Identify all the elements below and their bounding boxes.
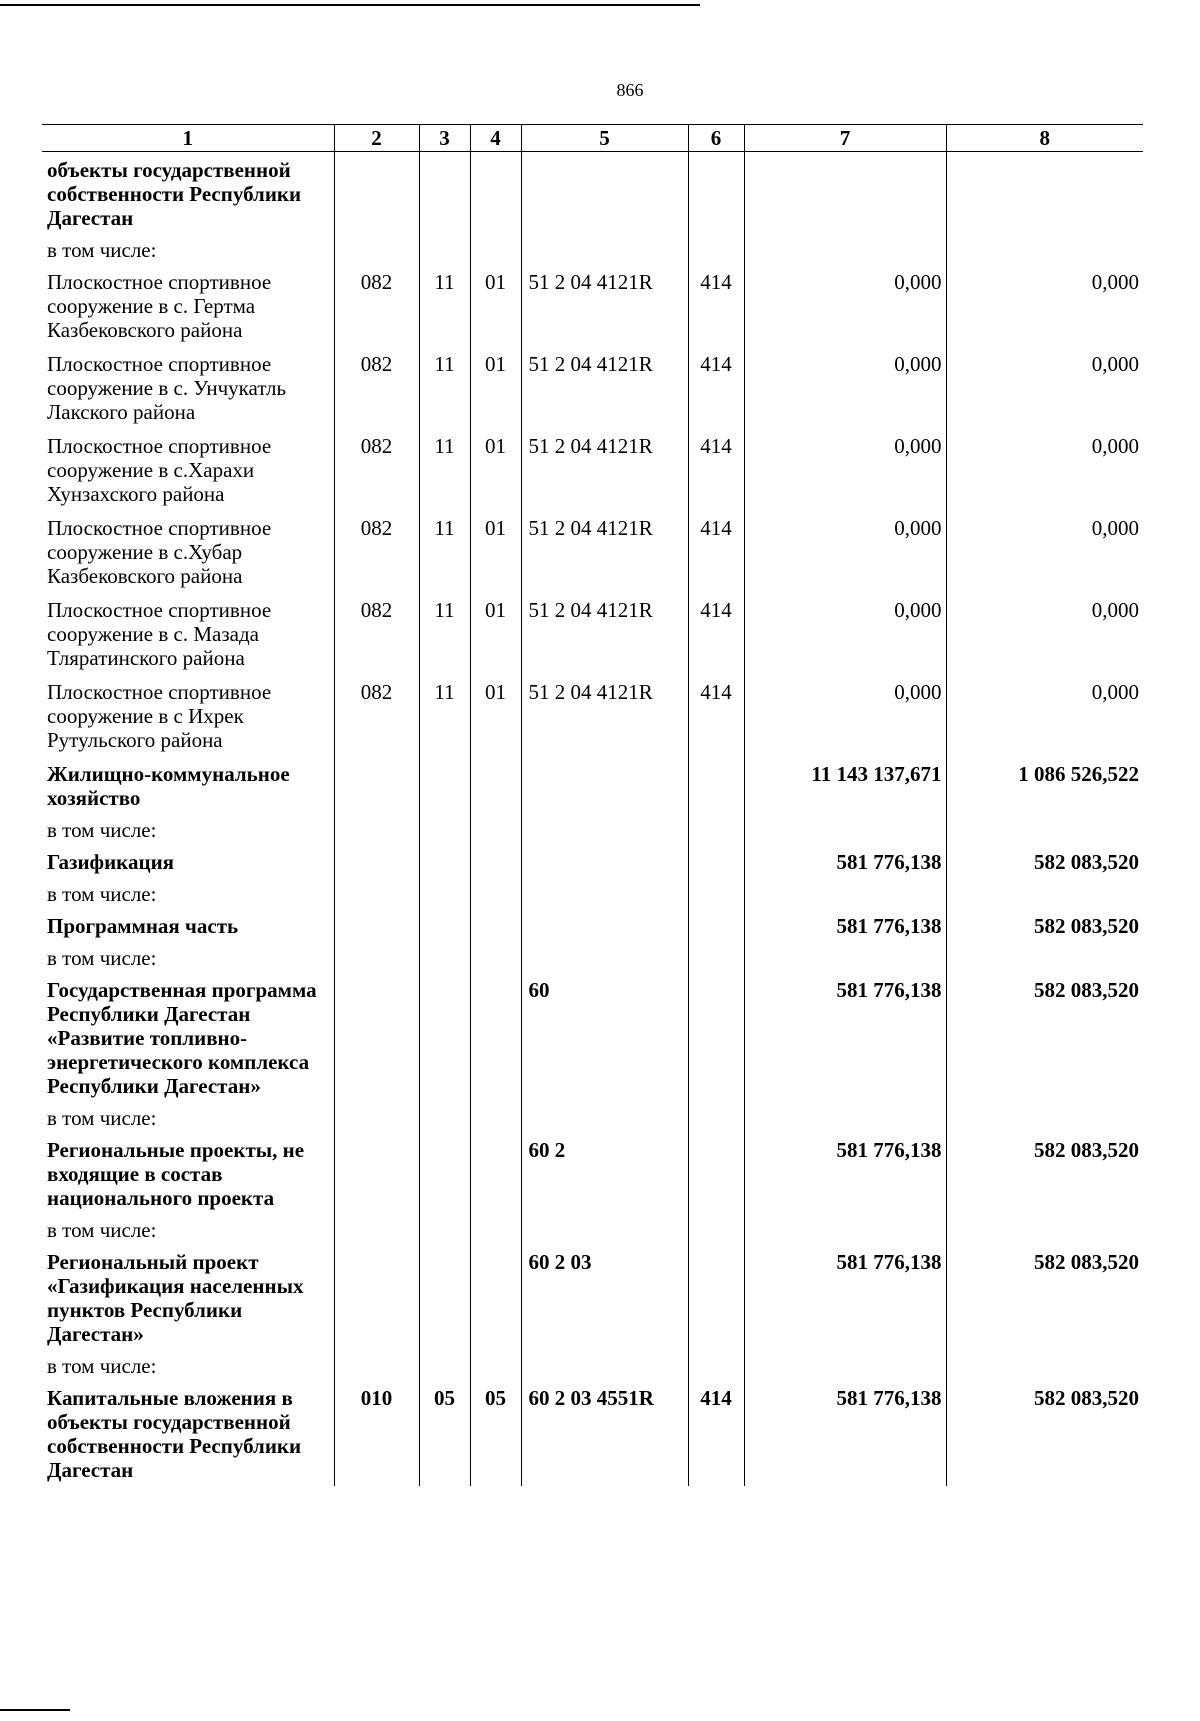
subsection-cell: 01 <box>470 592 521 674</box>
target-article-cell <box>521 814 688 844</box>
expense-type-cell: 414 <box>688 428 744 510</box>
column-header: 6 <box>688 125 744 152</box>
target-article-cell: 51 2 04 4121R <box>521 264 688 346</box>
row-name-cell: в том числе: <box>47 882 157 906</box>
table-row <box>42 428 1143 510</box>
section-cell <box>419 972 470 1102</box>
target-article-cell <box>521 756 688 814</box>
chapter-cell <box>334 1132 419 1214</box>
section-cell <box>419 1244 470 1350</box>
table-row <box>42 878 1143 908</box>
section-cell <box>419 152 470 235</box>
amount-year1-cell: 581 776,138 <box>744 1244 946 1350</box>
expense-type-cell <box>688 972 744 1102</box>
amount-year1-cell: 0,000 <box>744 592 946 674</box>
amount-year1-cell: 581 776,138 <box>744 1380 946 1486</box>
section-cell: 11 <box>419 264 470 346</box>
amount-year1-cell: 11 143 137,671 <box>744 756 946 814</box>
chapter-cell <box>334 1244 419 1350</box>
section-cell <box>419 878 470 908</box>
expense-type-cell <box>688 908 744 942</box>
amount-year2-cell: 0,000 <box>946 510 1143 592</box>
row-name-cell: Плоскостное спортивное сооружение в с. Мазада Тляратинского района <box>47 598 272 670</box>
top-rule <box>0 4 700 6</box>
row-name-cell: Капитальные вложения в объекты государственной собственности Республики Дагестан <box>47 1386 302 1482</box>
expense-type-cell: 414 <box>688 264 744 346</box>
subsection-cell <box>470 1132 521 1214</box>
amount-year2-cell: 0,000 <box>946 346 1143 428</box>
amount-year2-cell: 582 083,520 <box>946 844 1143 878</box>
subsection-cell <box>470 1102 521 1132</box>
row-name-cell: объекты государственной собственности Республики Дагестан <box>47 158 302 230</box>
target-article-cell <box>521 234 688 264</box>
amount-year2-cell <box>946 942 1143 972</box>
section-cell <box>419 1350 470 1380</box>
subsection-cell <box>470 844 521 878</box>
row-name-cell: в том числе: <box>47 1354 157 1378</box>
row-name-cell: Жилищно-коммунальное хозяйство <box>47 762 290 810</box>
amount-year1-cell: 581 776,138 <box>744 908 946 942</box>
row-name-cell: Плоскостное спортивное сооружение в с.Хубар Казбековского района <box>47 516 272 588</box>
target-article-cell <box>521 878 688 908</box>
amount-year2-cell: 0,000 <box>946 264 1143 346</box>
row-name-cell: Газификация <box>47 850 175 874</box>
table-row <box>42 346 1143 428</box>
section-cell <box>419 908 470 942</box>
chapter-cell <box>334 844 419 878</box>
amount-year1-cell: 0,000 <box>744 674 946 756</box>
row-name-cell: в том числе: <box>47 946 157 970</box>
section-cell: 05 <box>419 1380 470 1486</box>
subsection-cell <box>470 814 521 844</box>
table-row <box>42 814 1143 844</box>
row-name-cell: Программная часть <box>47 914 239 938</box>
chapter-cell: 082 <box>334 428 419 510</box>
column-header: 2 <box>334 125 419 152</box>
amount-year2-cell: 582 083,520 <box>946 972 1143 1102</box>
amount-year2-cell: 582 083,520 <box>946 1244 1143 1350</box>
section-cell: 11 <box>419 674 470 756</box>
amount-year1-cell <box>744 1214 946 1244</box>
header-row <box>42 125 1143 152</box>
chapter-cell <box>334 1102 419 1132</box>
expense-type-cell <box>688 844 744 878</box>
subsection-cell <box>470 942 521 972</box>
table-row <box>42 152 1143 235</box>
amount-year2-cell <box>946 1102 1143 1132</box>
section-cell: 11 <box>419 592 470 674</box>
amount-year2-cell <box>946 814 1143 844</box>
amount-year2-cell <box>946 878 1143 908</box>
table-row <box>42 264 1143 346</box>
chapter-cell: 082 <box>334 674 419 756</box>
chapter-cell: 082 <box>334 264 419 346</box>
subsection-cell: 01 <box>470 674 521 756</box>
chapter-cell: 082 <box>334 592 419 674</box>
target-article-cell <box>521 1102 688 1132</box>
target-article-cell <box>521 1214 688 1244</box>
chapter-cell <box>334 942 419 972</box>
amount-year2-cell <box>946 234 1143 264</box>
section-cell <box>419 234 470 264</box>
amount-year1-cell <box>744 152 946 235</box>
table-row <box>42 1380 1143 1486</box>
expense-type-cell: 414 <box>688 510 744 592</box>
row-name-cell: в том числе: <box>47 1218 157 1242</box>
table-row <box>42 1102 1143 1132</box>
column-header: 3 <box>419 125 470 152</box>
table-row <box>42 756 1143 814</box>
row-name-cell: в том числе: <box>47 1106 157 1130</box>
table-row <box>42 674 1143 756</box>
row-name-cell: в том числе: <box>47 818 157 842</box>
amount-year2-cell: 0,000 <box>946 592 1143 674</box>
column-header: 1 <box>42 125 334 152</box>
expense-type-cell <box>688 878 744 908</box>
target-article-cell <box>521 844 688 878</box>
section-cell: 11 <box>419 346 470 428</box>
section-cell <box>419 1102 470 1132</box>
subsection-cell: 01 <box>470 264 521 346</box>
target-article-cell: 51 2 04 4121R <box>521 510 688 592</box>
chapter-cell <box>334 756 419 814</box>
column-header: 5 <box>521 125 688 152</box>
row-name-cell: Государственная программа Республики Дагестан «Развитие топливно-энергетического комплекса Республики Дагестан» <box>47 978 317 1098</box>
row-name-cell: Плоскостное спортивное сооружение в с Ихрек Рутульского района <box>47 680 272 752</box>
section-cell <box>419 1132 470 1214</box>
table-row <box>42 1350 1143 1380</box>
expense-type-cell: 414 <box>688 1380 744 1486</box>
expense-type-cell <box>688 1214 744 1244</box>
amount-year1-cell: 0,000 <box>744 346 946 428</box>
chapter-cell <box>334 814 419 844</box>
expense-type-cell: 414 <box>688 346 744 428</box>
amount-year2-cell: 0,000 <box>946 428 1143 510</box>
amount-year2-cell <box>946 1214 1143 1244</box>
row-name-cell: Региональный проект «Газификация населенных пунктов Республики Дагестан» <box>47 1250 304 1346</box>
table-row <box>42 234 1143 264</box>
subsection-cell: 01 <box>470 510 521 592</box>
table-row <box>42 510 1143 592</box>
table-body <box>42 152 1143 1487</box>
expense-type-cell <box>688 1244 744 1350</box>
chapter-cell: 010 <box>334 1380 419 1486</box>
subsection-cell <box>470 152 521 235</box>
table-row <box>42 1132 1143 1214</box>
expense-type-cell <box>688 942 744 972</box>
target-article-cell <box>521 1350 688 1380</box>
table-row <box>42 592 1143 674</box>
chapter-cell <box>334 152 419 235</box>
expense-type-cell <box>688 1132 744 1214</box>
amount-year2-cell: 1 086 526,522 <box>946 756 1143 814</box>
section-cell <box>419 942 470 972</box>
amount-year1-cell <box>744 234 946 264</box>
subsection-cell <box>470 234 521 264</box>
chapter-cell <box>334 908 419 942</box>
table-row <box>42 1214 1143 1244</box>
target-article-cell: 60 <box>521 972 688 1102</box>
target-article-cell: 60 2 03 4551R <box>521 1380 688 1486</box>
amount-year1-cell: 0,000 <box>744 264 946 346</box>
column-header: 8 <box>946 125 1143 152</box>
amount-year1-cell: 0,000 <box>744 510 946 592</box>
subsection-cell: 05 <box>470 1380 521 1486</box>
amount-year1-cell <box>744 942 946 972</box>
bottom-rule <box>0 1709 70 1711</box>
row-name-cell: Региональные проекты, не входящие в состав национального проекта <box>47 1138 305 1210</box>
row-name-cell: Плоскостное спортивное сооружение в с. Унчукатль Лакского района <box>47 352 287 424</box>
target-article-cell: 60 2 03 <box>521 1244 688 1350</box>
subsection-cell <box>470 1214 521 1244</box>
chapter-cell <box>334 878 419 908</box>
target-article-cell: 51 2 04 4121R <box>521 346 688 428</box>
subsection-cell <box>470 756 521 814</box>
table-row <box>42 972 1143 1102</box>
target-article-cell <box>521 152 688 235</box>
table-row <box>42 1244 1143 1350</box>
amount-year2-cell <box>946 1350 1143 1380</box>
table-row <box>42 908 1143 942</box>
expense-type-cell: 414 <box>688 674 744 756</box>
amount-year2-cell <box>946 152 1143 235</box>
table-row <box>42 942 1143 972</box>
subsection-cell: 01 <box>470 428 521 510</box>
target-article-cell: 60 2 <box>521 1132 688 1214</box>
section-cell: 11 <box>419 428 470 510</box>
chapter-cell <box>334 1350 419 1380</box>
expense-type-cell <box>688 1350 744 1380</box>
amount-year1-cell: 0,000 <box>744 428 946 510</box>
page-number: 866 <box>616 80 644 100</box>
expense-type-cell <box>688 1102 744 1132</box>
budget-table <box>42 124 1143 1486</box>
chapter-cell: 082 <box>334 510 419 592</box>
expense-type-cell <box>688 234 744 264</box>
section-cell: 11 <box>419 510 470 592</box>
expense-type-cell <box>688 814 744 844</box>
section-cell <box>419 814 470 844</box>
amount-year1-cell: 581 776,138 <box>744 844 946 878</box>
expense-type-cell: 414 <box>688 592 744 674</box>
amount-year1-cell <box>744 1102 946 1132</box>
expense-type-cell <box>688 756 744 814</box>
subsection-cell <box>470 1244 521 1350</box>
table-row <box>42 844 1143 878</box>
amount-year2-cell: 0,000 <box>946 674 1143 756</box>
row-name-cell: Плоскостное спортивное сооружение в с.Харахи Хунзахского района <box>47 434 272 506</box>
amount-year1-cell: 581 776,138 <box>744 972 946 1102</box>
expense-type-cell <box>688 152 744 235</box>
amount-year1-cell <box>744 1350 946 1380</box>
column-header: 4 <box>470 125 521 152</box>
row-name-cell: Плоскостное спортивное сооружение в с. Гертма Казбековского района <box>47 270 272 342</box>
target-article-cell: 51 2 04 4121R <box>521 428 688 510</box>
amount-year2-cell: 582 083,520 <box>946 1132 1143 1214</box>
subsection-cell: 01 <box>470 346 521 428</box>
amount-year1-cell <box>744 814 946 844</box>
subsection-cell <box>470 908 521 942</box>
column-header: 7 <box>744 125 946 152</box>
subsection-cell <box>470 1350 521 1380</box>
amount-year2-cell: 582 083,520 <box>946 1380 1143 1486</box>
subsection-cell <box>470 878 521 908</box>
section-cell <box>419 756 470 814</box>
section-cell <box>419 1214 470 1244</box>
amount-year1-cell <box>744 878 946 908</box>
amount-year2-cell: 582 083,520 <box>946 908 1143 942</box>
subsection-cell <box>470 972 521 1102</box>
chapter-cell: 082 <box>334 346 419 428</box>
row-name-cell: в том числе: <box>47 238 157 262</box>
target-article-cell: 51 2 04 4121R <box>521 674 688 756</box>
chapter-cell <box>334 972 419 1102</box>
amount-year1-cell: 581 776,138 <box>744 1132 946 1214</box>
target-article-cell <box>521 942 688 972</box>
target-article-cell <box>521 908 688 942</box>
section-cell <box>419 844 470 878</box>
target-article-cell: 51 2 04 4121R <box>521 592 688 674</box>
chapter-cell <box>334 234 419 264</box>
chapter-cell <box>334 1214 419 1244</box>
